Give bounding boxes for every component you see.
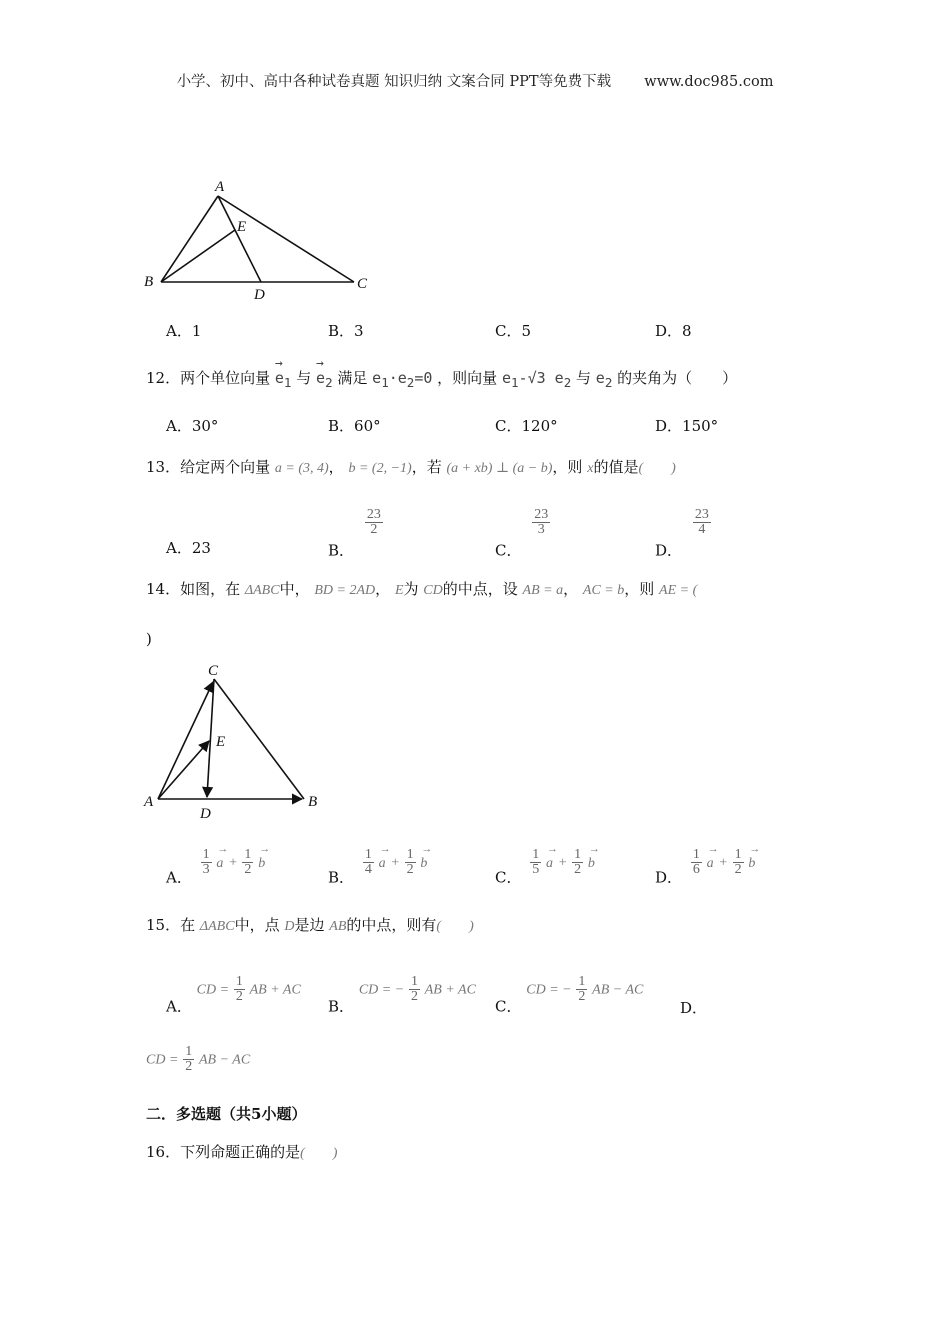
segment-ab <box>161 196 218 282</box>
q13-option-a[interactable]: A．23 <box>166 539 211 557</box>
fig2-label-a: A <box>144 794 154 810</box>
label-c: C <box>357 276 368 292</box>
label-b: B <box>144 274 154 290</box>
q12-dot-product-condition: $e_1\cdot e_2=0$ <box>372 369 433 390</box>
question-14: 14．如图，在 ΔABC中， BD = 2AD， E为 CD的中点，设 AB = a， AC = b，则 AE = ( <box>146 580 698 598</box>
q12-option-d[interactable]: D．150° <box>655 417 719 435</box>
q12-vector-expression: $e_1-√3$ $e_2$ <box>501 369 572 390</box>
q15-option-d-letter[interactable]: D． <box>680 999 708 1017</box>
q15-option-c[interactable]: C． CD = − $\frac{1}{2}$ AB − AC <box>495 974 644 1016</box>
segment-be <box>161 230 235 282</box>
header-site: www.doc985.com <box>644 74 774 90</box>
q14-option-d[interactable]: D． $\frac{1}{6}$ → a + $\frac{1}{2}$ → b <box>655 842 761 887</box>
fig2-label-c: C <box>208 663 219 679</box>
vector-e1: → $e_1$ <box>274 356 292 390</box>
q13-option-c[interactable]: C． $\frac{23}{3}$ <box>495 507 549 560</box>
segment-cb <box>214 679 304 799</box>
fig2-label-e: E <box>216 734 226 750</box>
q14-close-paren: ) <box>146 630 152 648</box>
question-13: 13．给定两个向量 a = (3, 4)， b = (2, −1)，若 (a + xb) ⊥ (a − b)，则 x的值是( ) <box>146 458 676 476</box>
q15-option-d[interactable]: CD = $\frac{1}{2}$ AB − AC <box>146 1044 251 1074</box>
q13-option-b[interactable]: B． $\frac{23}{2}$ <box>328 507 381 560</box>
vector-a-definition: a = (3, 4) <box>274 461 329 476</box>
q14-option-b[interactable]: B． $\frac{1}{4}$ → a + $\frac{1}{2}$ → b <box>328 842 433 887</box>
q11-option-a[interactable]: A．1 <box>166 322 202 340</box>
q12-option-a[interactable]: A．30° <box>166 417 219 435</box>
q12-option-c[interactable]: C．120° <box>495 417 558 435</box>
vector-ae <box>158 741 209 799</box>
section-title-multiple-choice: 二．多选题（共5小题） <box>146 1105 307 1123</box>
q14-option-a[interactable]: A． $\frac{1}{3}$ → a + $\frac{1}{2}$ → b <box>166 842 271 887</box>
label-e: E <box>237 219 247 235</box>
vector-b-definition: b = (2, −1) <box>348 461 412 476</box>
label-d: D <box>254 287 265 303</box>
vector-e2: → $e_2$ <box>316 356 333 390</box>
page-header <box>0 70 950 91</box>
figure-triangle-2 <box>138 655 338 825</box>
q11-option-b[interactable]: B．3 <box>328 322 364 340</box>
q13-option-d[interactable]: D． $\frac{23}{4}$ <box>655 507 709 560</box>
question-15: 15．在 ΔABC中，点 D是边 AB的中点，则有( ) <box>146 916 474 934</box>
q15-option-b[interactable]: B． CD = − $\frac{1}{2}$ AB + AC <box>328 974 476 1016</box>
figure-triangle-1 <box>135 175 380 305</box>
q11-option-d[interactable]: D．8 <box>655 322 692 340</box>
question-16: 16．下列命题正确的是( ) <box>146 1143 338 1161</box>
q12-option-b[interactable]: B．60° <box>328 417 381 435</box>
fig2-label-b: B <box>308 794 318 810</box>
q15-option-a[interactable]: A． CD = $\frac{1}{2}$ AB + AC <box>166 974 301 1016</box>
question-12: 12．两个单位向量 → $e_1$ 与 → $e_2$ 满足 $e_1\cdot e_2=0$ ，则向量 $e_1-√3$ $e_2$ 与 $e_2$ 的夹角为（ ） <box>146 356 738 390</box>
label-a: A <box>215 179 225 195</box>
q14-option-c[interactable]: C． $\frac{1}{5}$ → a + $\frac{1}{2}$ → b <box>495 842 600 887</box>
q11-option-c[interactable]: C．5 <box>495 322 532 340</box>
vector-cd <box>207 679 214 797</box>
fig2-label-d: D <box>200 806 211 822</box>
vector-ac <box>158 682 213 799</box>
header-text: 小学、初中、高中各种试卷真题 知识归纳 文案合同 PPT等免费下载 <box>176 74 612 90</box>
segment-ac <box>218 196 354 282</box>
perpendicular-condition: (a + xb) ⊥ (a − b) <box>446 461 553 476</box>
